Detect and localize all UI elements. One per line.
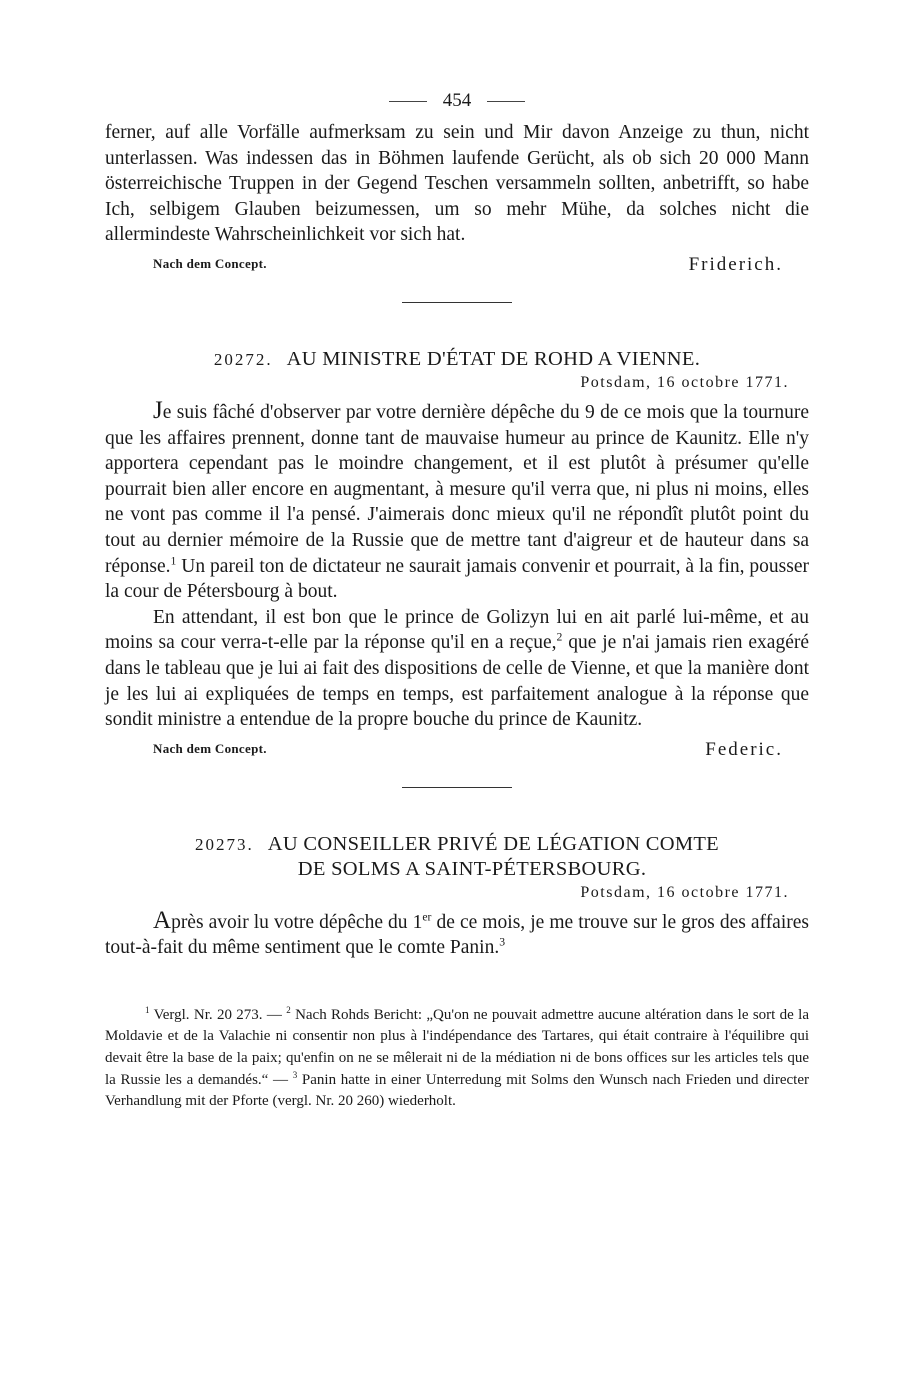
letter-number: 20272. <box>213 349 273 369</box>
signature-block <box>105 733 809 761</box>
signature-block <box>105 248 809 276</box>
dateline: Potsdam, 16 octobre 1771. <box>580 373 789 391</box>
footnote-marker: 1 <box>170 554 177 568</box>
section-divider <box>402 787 512 788</box>
letter-paragraph <box>105 605 809 733</box>
initial-letter: J <box>153 396 163 424</box>
paragraph-text: près avoir lu votre dépêche du 1 <box>171 911 423 933</box>
footnote-1: Vergl. Nr. 20 273. — <box>149 1006 287 1023</box>
paragraph-text: de ce mois, je me trouve sur le gros des affaires tout-à-fait du même sentiment que le comte Panin. <box>105 911 809 959</box>
letter-title: AU MINISTRE D'ÉTAT DE ROHD A VIENNE. <box>286 347 701 370</box>
letter-paragraph <box>105 398 809 605</box>
footnote-marker: 2 <box>556 630 563 644</box>
initial-letter: A <box>153 906 172 934</box>
footnote-marker: 3 <box>499 935 506 949</box>
letter-paragraph <box>105 908 809 961</box>
dateline: Potsdam, 16 octobre 1771. <box>580 883 789 901</box>
footnote-number: 2 <box>286 1004 291 1015</box>
footnote-3: Panin hatte in einer Unterredung mit Solms den Wunsch nach Frieden und directer Verhandlung mit der Pforte (vergl. Nr. 20 260) wiederholt. <box>105 1071 809 1110</box>
paragraph-text: que je n'ai jamais rien exagéré dans le tableau que je lui ai fait des dispositions de celle de Vienne, et que la manière dont je les lui ai expliquées de temps en temps, est parfaitement analogue à la réponse que sondit ministre a entendue de la propre bouche du prince de Kaunitz. <box>105 632 809 731</box>
paragraph-text: Un pareil ton de dictateur ne saurait jamais convenir et pourrait, à la fin, pousser la cour de Pétersbourg à bout. <box>105 555 809 603</box>
paragraph-text: En attendant, il est bon que le prince de Golizyn lui en ait parlé lui-même, et au moins sa cour verra-t-elle par la réponse qu'il en a reçue, <box>105 606 809 654</box>
signature: Friderich. <box>688 253 783 275</box>
page-number: 454 <box>442 90 472 111</box>
letter-number: 20273. <box>195 834 254 854</box>
letter-heading <box>105 347 809 372</box>
letter-heading <box>105 832 809 882</box>
footnote-number: 3 <box>292 1069 298 1080</box>
letter-title-line-2: DE SOLMS A SAINT-PÉTERSBOURG. <box>297 857 647 880</box>
header-dash-left <box>389 101 427 102</box>
paragraph-text: e suis fâché d'observer par votre dernière dépêche du 9 de ce mois que la tournure que les affaires prennent, donne tant de mauvaise humeur au prince de Kaunitz. Elle n'y apportera cependant pas le moindre changement, et il est plutôt à présumer qu'elle pourrait bien aller encore en augmentant, à mesure qu'il verra que, ni plus ni moins, elles ne vont pas comme il l'a pensé. J'aimerais donc mieux qu'il ne répondît plutôt point du tout au dernier mémoire de la Russie que de mettre tant d'aigreur et de hauteur dans sa réponse. <box>105 401 809 577</box>
page-header <box>105 88 809 114</box>
header-dash-right <box>487 101 525 102</box>
footnote-text <box>105 1005 809 1113</box>
footnotes <box>105 1005 809 1113</box>
letter-title-line-1: AU CONSEILLER PRIVÉ DE LÉGATION COMTE <box>267 832 719 855</box>
source-note: Nach dem Concept. <box>153 255 267 271</box>
signature: Federic. <box>705 738 783 760</box>
footnote-2: Nach Rohds Bericht: „Qu'on ne pouvait admettre aucune altération dans le sort de la Moldavie et de la Valachie ni consentir non plus à l'indépendance des Tartares, qui était contraire à l'équilibre qui devait être la base de la paix; qu'enfin on ne se mêlerait ni de la médiation ni de bons offices sur les articles tels que la Russie les a demandés.“ — <box>105 1006 809 1088</box>
source-note: Nach dem Concept. <box>153 740 267 756</box>
footnote-number: 1 <box>145 1004 150 1015</box>
ordinal-suffix: er <box>422 910 432 924</box>
section-divider <box>402 302 512 303</box>
document-page <box>105 88 809 1113</box>
continued-paragraph: ferner, auf alle Vorfälle aufmerksam zu sein und Mir davon Anzeige zu thun, nicht unterlassen. Was indessen das in Böhmen laufende Gerücht, als ob sich 20 000 Mann österreichische Truppen in der Gegend Teschen versammeln sollten, anbetrifft, so habe Ich, selbigem Glauben beizumessen, um so mehr Mühe, da solches nicht die allermindeste Wahrscheinlichkeit vor sich hat. <box>105 122 809 246</box>
